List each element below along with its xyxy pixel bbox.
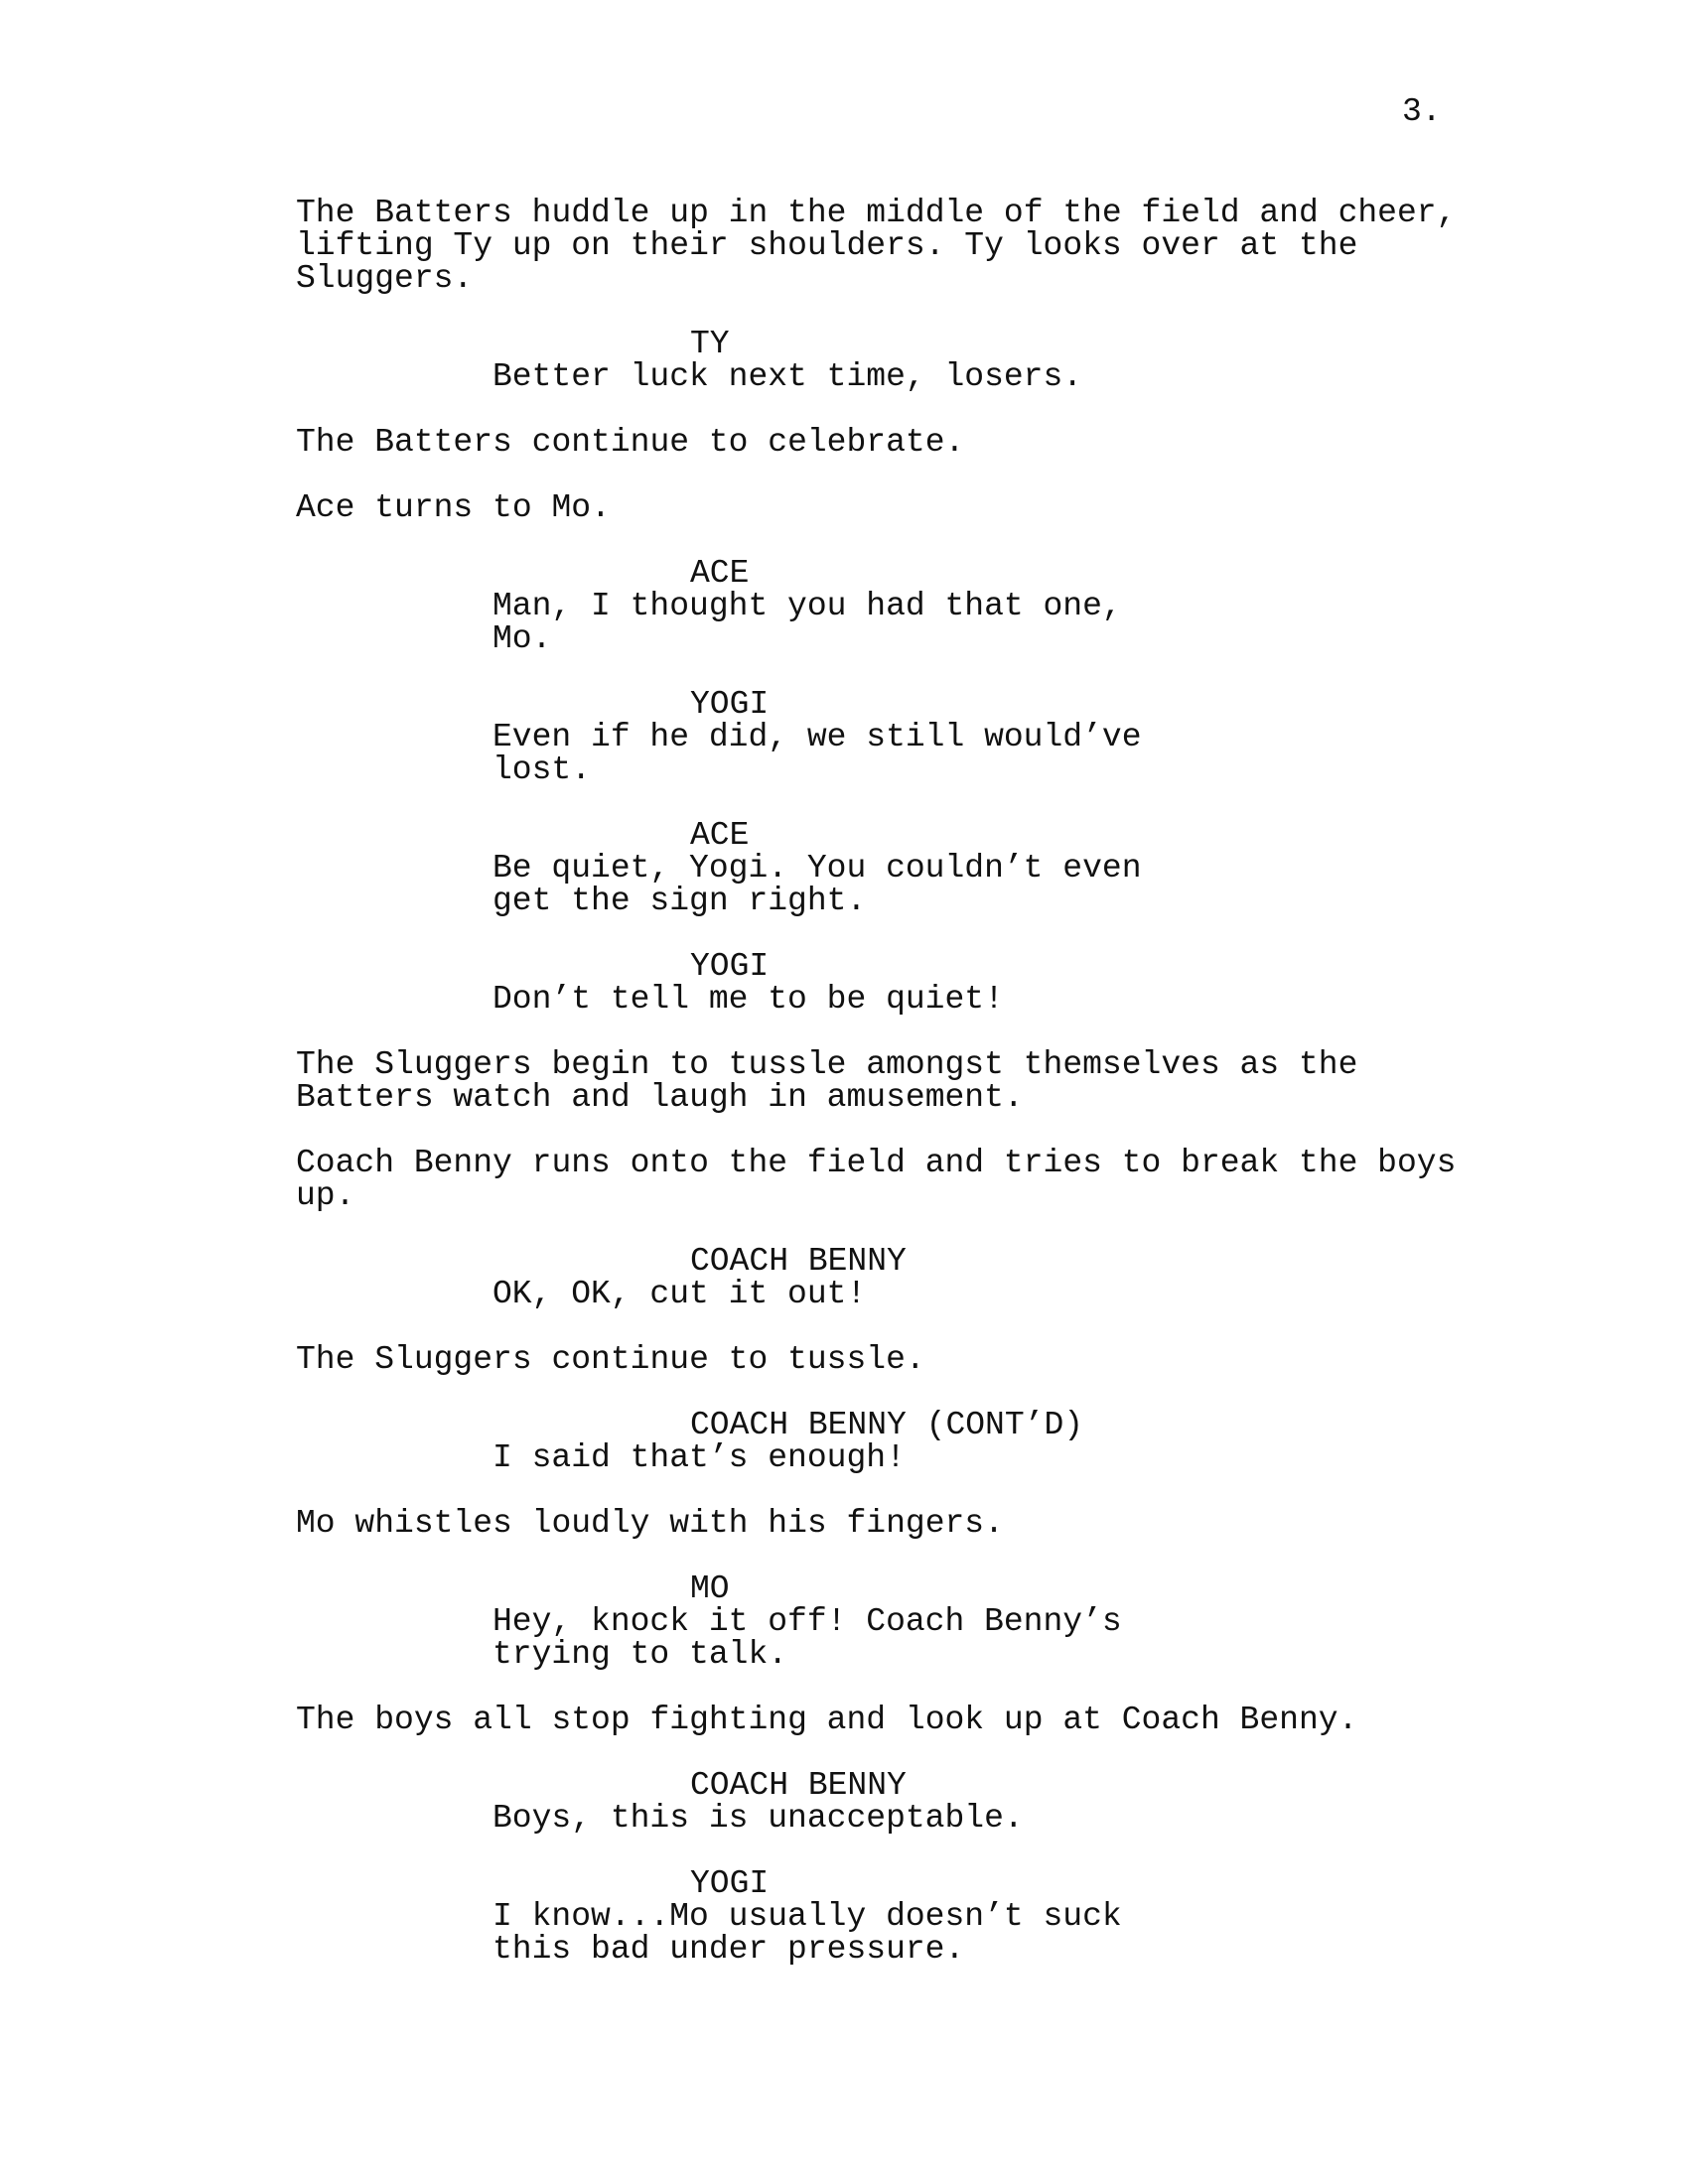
dialogue-block: [296, 557, 1487, 655]
dialogue-block: [296, 950, 1487, 1016]
dialogue-text: Don’t tell me to be quiet!: [492, 981, 1004, 1018]
character-name: COACH BENNY: [690, 1767, 907, 1804]
dialogue-text: Hey, knock it off! Coach Benny’s trying to talk.: [492, 1603, 1122, 1673]
character-name: YOGI: [690, 686, 770, 723]
character-name: COACH BENNY (CONT’D): [690, 1407, 1084, 1443]
dialogue-text: Even if he did, we still would’ve lost.: [492, 719, 1142, 788]
character-name: MO: [690, 1570, 730, 1607]
dialogue-block: [296, 1867, 1487, 1966]
action-line: The Sluggers begin to tussle amongst themselves as the Batters watch and laugh in amusement.: [296, 1046, 1358, 1116]
dialogue-block: [296, 328, 1487, 393]
dialogue-block: [296, 688, 1487, 786]
screenplay-body: [296, 197, 1487, 1998]
character-name: YOGI: [690, 948, 770, 985]
dialogue-text: Boys, this is unacceptable.: [492, 1800, 1024, 1837]
dialogue-text: Man, I thought you had that one, Mo.: [492, 588, 1122, 657]
dialogue-block: [296, 1572, 1487, 1671]
character-name: YOGI: [690, 1865, 770, 1902]
page-number: 3.: [1402, 93, 1442, 130]
action-line: The Sluggers continue to tussle.: [296, 1341, 925, 1378]
character-name: TY: [690, 326, 730, 362]
dialogue-text: I know...Mo usually doesn’t suck this bad under pressure.: [492, 1898, 1122, 1968]
dialogue-block: [296, 1409, 1487, 1474]
dialogue-block: [296, 1769, 1487, 1835]
dialogue-text: Be quiet, Yogi. You couldn’t even get the sign right.: [492, 850, 1142, 919]
character-name: ACE: [690, 555, 750, 592]
action-line: The Batters huddle up in the middle of the field and cheer, lifting Ty up on their shoulders. Ty looks over at the Sluggers.: [296, 195, 1457, 297]
dialogue-block: [296, 819, 1487, 917]
action-line: The Batters continue to celebrate.: [296, 424, 965, 461]
action-line: Ace turns to Mo.: [296, 489, 611, 526]
action-line: The boys all stop fighting and look up at Coach Benny.: [296, 1702, 1358, 1738]
dialogue-block: [296, 1245, 1487, 1310]
dialogue-text: I said that’s enough!: [492, 1439, 906, 1476]
dialogue-text: Better luck next time, losers.: [492, 358, 1083, 395]
character-name: ACE: [690, 817, 750, 854]
action-line: Coach Benny runs onto the field and tries to break the boys up.: [296, 1145, 1457, 1214]
character-name: COACH BENNY: [690, 1243, 907, 1280]
action-line: Mo whistles loudly with his fingers.: [296, 1505, 1004, 1542]
dialogue-text: OK, OK, cut it out!: [492, 1276, 867, 1312]
